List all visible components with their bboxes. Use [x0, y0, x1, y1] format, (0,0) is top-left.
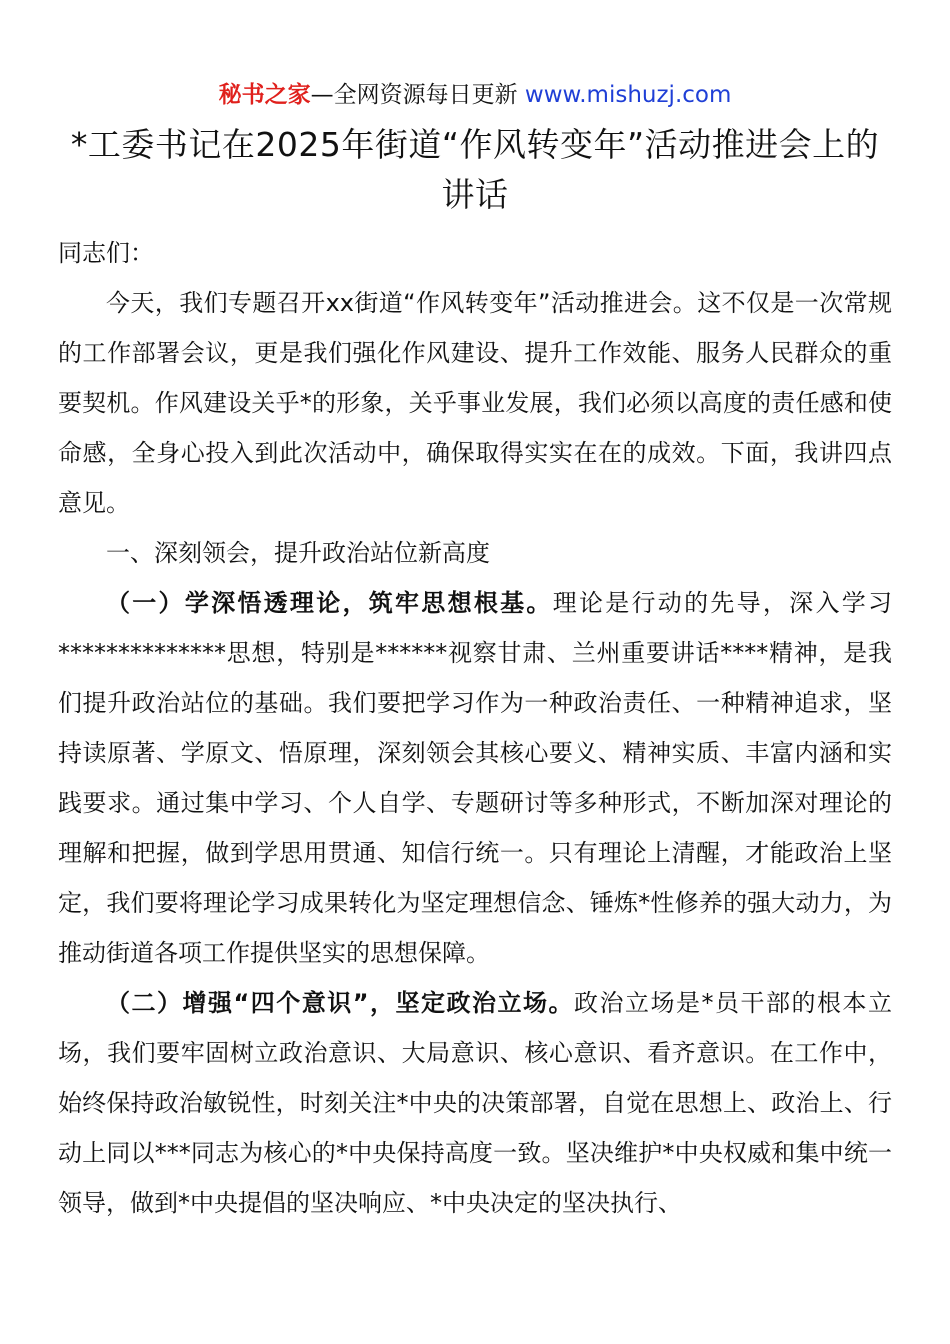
brand-name: 秘书之家	[218, 82, 311, 108]
intro-paragraph: 今天，我们专题召开xx街道“作风转变年”活动推进会。这不仅是一次常规的工作部署会议，更是我们强化作风建设、提升工作效能、服务人民群众的重要契机。作风建设关乎*的形象，关乎事业发展，我们必须以高度的责任感和使命感，全身心投入到此次活动中，确保取得实实在在的成效。下面，我讲四点意见。	[58, 289, 892, 517]
point-heading-2: （二）增强“四个意识”，坚定政治立场。	[106, 989, 575, 1017]
point-heading-1: （一）学深悟透理论，筑牢思想根基。	[106, 589, 553, 617]
header-tagline: —全网资源每日更新	[310, 82, 525, 108]
section-heading-1: 一、深刻领会，提升政治站位新高度	[106, 539, 490, 567]
point-paragraph-1	[58, 578, 892, 978]
site-header	[58, 78, 892, 112]
salutation: 同志们：	[58, 239, 154, 267]
point-body-2: 政治立场是*员干部的根本立场，我们要牢固树立政治意识、大局意识、核心意识、看齐意识。在工作中，始终保持政治敏锐性，时刻关注*中央的决策部署，自觉在思想上、政治上、行动上同以***同志为核心的*中央保持高度一致。坚决维护*中央权威和集中统一领导，做到*中央提倡的坚决响应、*中央决定的坚决执行、	[58, 989, 893, 1217]
point-body-1: 理论是行动的先导，深入学习**************思想，特别是******视察甘肃、兰州重要讲话****精神，是我们提升政治站位的基础。我们要把学习作为一种政治责任、一种精神追求，坚持读原著、学原文、悟原理，深刻领会其核心要义、精神实质、丰富内涵和实践要求。通过集中学习、个人自学、专题研讨等多种形式，不断加深对理论的理解和把握，做到学思用贯通、知信行统一。只有理论上清醒，才能政治上坚定，我们要将理论学习成果转化为坚定理想信念、锤炼*性修养的强大动力，为推动街道各项工作提供坚实的思想保障。	[58, 589, 893, 967]
point-paragraph-2	[58, 978, 892, 1228]
document-title: *工委书记在2025年街道“作风转变年”活动推进会上的讲话	[70, 125, 880, 214]
document-page	[58, 78, 892, 1228]
site-link[interactable]: www.mishuzj.com	[524, 82, 732, 108]
